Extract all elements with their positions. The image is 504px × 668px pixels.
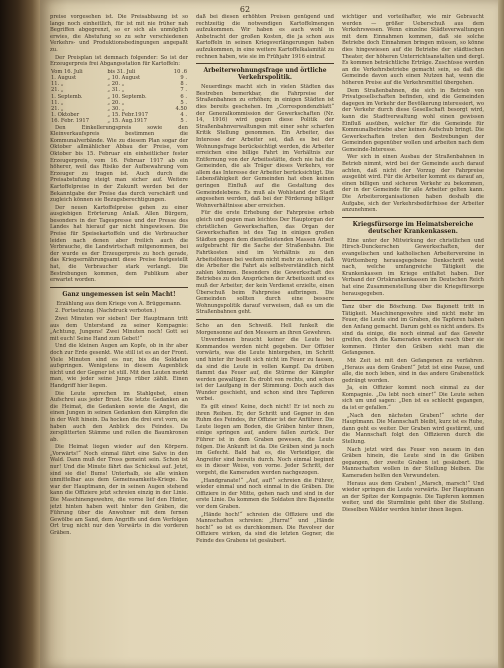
table-cell: „ 10. Septemb. (107, 93, 147, 100)
paragraph: Dem Straßenbahnen, die sich in Betrieb von Privatgesellschaften befinden, sind die Gemeinden dagegen im Verkehr der Bevölkerung interessiert, wo der Verkehr durch diese Gesellschaft besorgt wird, kann die Stadtverwaltung wohl einen gewissen Einfluß ausüben, welcher für die Gemeinde für Kommunalbetriebe aber keinen Aufschub bringt. Die Gewerkschaften treten den Bestrebungen der Gemeinden gegenüber wollen und arbeiten nach dem Gemeinde-Interesse. (342, 87, 484, 153)
paragraph: Für die erste Erhebung der Fahrpreise erhob gleich und gegen man leichtes Der Hauptorgan der christlichen Gewerkschaften, das Organ der Gewerkschaften ist des Tag in einigen großen Städten gegen dem dienstleistenden Massen Arbeit aufgebracht für die Sache der Straßenbahn. Die Fahrtkosten sind im Verhältnis zu den Arbeitslöhnen bei weitem nicht mehr zu sehen, daß die Arbeiter die Fahrt als selbstverständlich nicht zahlen können. Besonders die Gewerkschaft des Betriebes zu den Ansprüchen der Arbeitszeit und es muß der Arbeiter, der kein Verdienst erzielte, einen Überschuß beim Fahrpreise aufbringen. Die Gemeinden sollten durch eine bessere Wohnungspolitik darauf verweisen, daß es um die Straßenbahnen geht. (196, 210, 334, 316)
divider (196, 319, 334, 320)
table-cell: 1. Oktober (51, 112, 80, 119)
book-spine (0, 0, 40, 668)
paragraph: Scho an den Schweiß. Hell funkelt die Morgensonne auf den Messern an ihren Gewehren. (196, 322, 334, 336)
table-cell: Vom 16. Juli (51, 68, 83, 75)
divider (50, 287, 188, 288)
table-cell: 5 . (180, 118, 187, 125)
table-cell: 16. Febr. 1917 (51, 118, 90, 125)
divider (342, 300, 484, 301)
article-heading: Arbeiterwohnungsfrage und örtliche Verkehrspolitik. (203, 67, 327, 82)
paragraph: „Hände hoch!“ schreien die Offiziere und die Mannschaften schreien: „Hurra!“ und „Hände hoch!“ so ist es durchkommen. Die Revolver der Offiziere wirken, da sind die letzten Gegner, die Feinde des Grabens ist gesäubert. (196, 511, 334, 544)
paragraph: Mit Zeit ist mit den Gefangenen zu verfahren. „Heraus aus dem Graben!“ Jetzt ist eine Pause, und alle, die noch leben, sind in das andere Grabenstück gedrängt worden. (342, 357, 484, 384)
column-middle (196, 14, 334, 664)
paragraph: „Nach den nächsten Graben!“ schrie der Hauptmann. Die Mannschaft bleibt, kurz ist es Ruhe, dann geht es weiter. Der Graben wird gestürmt, und die Mannschaft folgt den Offizieren durch die Stellung. (342, 412, 484, 446)
paragraph: Und die kleinen Augen am Kopfe, ob in ihr aber doch zur Erde gesenkt. Wie still ist es an der Front. Viele Minuten sind es nur, bis die Soldaten aufspringen. Wenigstens in diesem Augenblick nicht und der Gegner ist still. Mit den Leuten merkt man, wie jeder seine Jungs rüber zählt. Einen Handgriff hier liegen. (50, 343, 188, 389)
potato-price-table (50, 69, 188, 125)
paragraph: Neuerdings macht sich in vielen Städten das Bestreben bemerkbar, die Fahrpreise der Straßenbahnen zu erhöhen; in einigen Städten ist dies bereits geschehen. Im „Correspondenzblatt“ der Generalkommission der Gewerkschaften (Nr. 14, 1916) wird gegen diese Politik der Straßenbahnverwaltungen mit einer sehr scharfen Kritik Stellung genommen. Ein Arbeiter, das Interesse der Arbeiter sei, daß es bei der Wohnungsfrage berücksichtigt werden, die Arbeiter erreichen eine billige Fahrt im Verhältnis zur Entfernung von der Arbeitsstätte, doch nie hat die Gemeinden, die als Träger dieses Verkehrs, vor allem das Interesse der Arbeiter berücksichtigt. Die Lebensfähigkeit der Gemeinden hat eben keinen geringen Einfluß auf die Gestaltung des Gemeindelebens. Es muß als Wohlstand der Stadt angesehen werden, daß bei der Förderung billiger Wohnverhältnisse aber erreichen. (196, 84, 334, 209)
story-subheading: Erzählung aus dem Kriege von A. Brüggemann. (56, 300, 182, 307)
table-cell: 6 . (180, 93, 187, 100)
table-cell: „ 15. Aug.1917 (107, 118, 147, 125)
paragraph: Der neuen Kartoffelpreise gehen zu einer ausgiebigen Erörterung Anlaß. Allen Bürgern, besonders in der Tagespresse und der Presse des Landes hat hierauf gar nicht hingewiesen. Die Preise für Speisekartoffeln und die Verbraucher leiden nach denen aber freilich auch die Verbrauche, die Landwirtschaft mitgenommen, bei der wurde es der Erzeugerpreis zu hoch gerade, das Kriegsernährungsamt diese Preise festgestellt hat, die Verbraucher stark verlangt. Die Bestrebungen kommen, dem Publikum aber erwartet worden. (50, 204, 188, 284)
table-cell: „ 30. „ (107, 105, 125, 112)
table-cell: „ 10. August (107, 74, 141, 81)
story-heading: Ganz ungemessen ist sein Macht! (62, 290, 176, 298)
table-cell: 1. August (51, 74, 77, 81)
paragraph: Heraus aus dem Graben! „Marsch, marsch!“ Und wieder springen die Leute vorwärts. Der Hauptmann an der Spitze der Kompagnie. Die Tapferen kommen weiter, und die Sturmlinie geht über die Stellung. Dieselben Wälder werden hinter ihnen liegen. (342, 480, 484, 513)
paragraph: Tanz über die Böschung. Das Bajonett tritt in Tätigkeit. Maschinengewehre sind nicht mehr im Feuer, die Leute sind im Graben, die Tapferen haben den Anfang gemacht. Darum geht es nicht anders. Es sind da einige, die noch einmal auf das Gewehr greifen, doch die Kameraden werden rasch über sie kommen. Hinter den Gräben sieht man die Gefangenen. (342, 304, 484, 357)
paragraph: Die Leute sprechen im Stahlgebet, einen Aufschrei aus jeder Brust. Die letzte Gedanken an die Heimat, die Gedanken sowie die Angst, die einen Jungen in seinen Gedanken den Kämpfen die in der Welt hinein. Da hocken die drei erst vorn, sie haben auch den Anblick des Feindes. Da zersplitterten Stämme und rollen die Baumkronen ab. (50, 390, 188, 443)
column-right (342, 14, 484, 664)
paragraph: Wer sich in einen Ausbau der Straßenbahnen in Betrieb nimmt, wird bei der Gemeinde auch darauf achten, daß nicht der Vorzug der Fahrpreise ausgeübt wird. Für die Arbeiter kommt es darauf an, einen billigen und sicheren Verkehr zu bekommen, der in der Gemeinde für alle Arbeiter gelten kann. Die Arbeiterorganisationen haben deshalb die Aufgabe, sich der Verkehrsbedürfnisse der Arbeiter anzunehmen. (342, 154, 484, 214)
paragraph: Eine unter der Mitwirkung der christlichen und Hirsch-Dunckerschen Gewerkschaften, der evangelischen und katholischen Arbeitervereine in Württemberg herausgegebene Denkschrift weist nach, welche umfangreiche Tätigkeit die Krankenkassen im Kriege entfaltet haben. Der Verband der Ortskrankenkassen im Deutschen Reich hat eine Zusammenstellung über die Kriegsfürsorge herausgegeben. (342, 237, 484, 297)
table-cell: 9 . (180, 74, 187, 81)
table-cell: 7 . (180, 87, 187, 94)
divider (196, 63, 334, 64)
table-cell: 11. „ (51, 81, 64, 88)
paragraph: Unverdienen braucht keiner die Leute bei Kommandos werden nicht gegeben. Der Offizier vorwärts, was die Leute hintergehen, im Schritt und hinter ihr beeilt sich nicht im Feuer zu fassen, da sind die Leute in vollen Kampf. Da drüben flammt das Feuer auf, die Stürme der Kämpfer werden gewaltiger. Es droht von rechts, und schon ist der Laufgang in der Stimmung. Doch auch das Wunder geschieht, und schon sind ihre Tapferen vorbei. (196, 337, 334, 403)
paragraph: Zwei Minuten vor sieben! Der Hauptmann tritt aus dem Unterstand zu seiner Kompagnie: „Achtung, Jungens! Zwei Minuten noch! Gott sei mit euch! Seine Hand zum Gebet!“ (50, 316, 188, 342)
paragraph: Nach jetzt wird das Feuer von neuem in den Gräben hinein, die Leute sind in die Gräben gegangen, der zweite Graben ist gesäubert. Die Mannschaften wollen in der Stellung bleiben. Die Kameraden helfen den Verwundeten. (342, 446, 484, 479)
paragraph: „Handgranate!“ „Auf, auf!“ schreien die Führer, wieder einmal und noch einmal in die Gräben. Die Offiziere in der Mitte, gehen nach und sind in der erste Linie. Da kommen die Soldaten ihre Bajonette vor dem Graben. (196, 477, 334, 510)
page-edge (498, 0, 504, 668)
table-cell: 11. „ (51, 99, 64, 106)
table-cell: 1. Septemb. (51, 93, 83, 100)
paragraph: preise vorgesehen ist. Die Preisabbaung ist so lange noch einheitlich, für ist mit nie früher nah Begriffen abgegrenzt, so er sich als unmöglich erwies, die Abstufung so zu sehr verschiedenen Verkehrs- und Produktionsbedingungen angepaßt zu. (50, 14, 188, 53)
table-cell: 21. „ (51, 105, 64, 112)
table-cell: „ 31. „ (107, 87, 125, 94)
table-cell: 4.50 (175, 105, 187, 112)
table-cell: 21. „ (51, 87, 64, 94)
paragraph: daß bei diesen erhöhten Preisen genügend und rechtzeitig die notwendigen Kartoffelmengen aufzukommen. Wir haben es auch wohl in Anbetracht der großen Kosten, die ja schon aus Kartoffeln in seinen Kriegsverlängerungen haben aufzukommen, in eine weitere Kartoffelkalamität zu rechnen haben, wie sie im Frühjahr 1916 eintraf. (196, 14, 334, 60)
table-cell: „ 20. „ (107, 81, 125, 88)
paragraph: 2. Fortsetzung. (Nachdruck verboten.) (55, 308, 157, 315)
paragraph: Es gilt eines! Keine, doch nicht! Er ist noch zu ihren Reihen. Er, der Schritt und Gegner in den Ruhm des Feindes, ihr Offizier ist der Anführer. Die Leute liegen am Boden, die Gräben hinter ihnen, einige springen auf, andere fallen zurück. Der Führer ist in dem Graben gewesen, die Leute folgen. Die Ankunft ist da. Die Gräben sind ja noch im Gefecht. Bald hat es, die Verteidiger, die Angreifer sind bereits durch. Noch einmal beginnt es in dieser Weise, von vorne. Jeder Schritt, der vorgeht, die Kameraden werden nachgezogen. (196, 404, 334, 476)
paragraph: Ja, ein Offizier kommt noch einmal zu der Kompagnie. „Da lebt noch einer!“ Die Leute sehen sich um und sagen: „Den ist es schlecht gegangen, da ist er gefallen.“ (342, 385, 484, 412)
table-cell: 4 . (180, 112, 187, 119)
article-heading: Kriegsfürsorge im Heimatsbereiche deutscher Krankenkassen. (352, 220, 474, 235)
table-cell: 8 . (180, 81, 187, 88)
table-cell: „ 20. „ (107, 99, 125, 106)
paragraph: Den Einkellerungspreis sowie den Kleinverkaufspreis bestimmen die Kommunalverbände. Wie zu diesem Plan sogar der Oktober allmählicher Abbau der Preise, vom Oktober bis 15. Februar ein einheitlicher fester Erzeugerpreis, vom 16. Februar 1917 ab ein höherer, weil das Risiko der Aufbewahrung vom Erzeuger zu tragen ist. Auch durch die Preisabstufung steigt man sicher auf. Weitere Kartoffelpreise in der Zukunft werden bei der Bekanntgabe der Preise das durch verschärft und zugleich können sie Bezugsberechtigungen. (50, 124, 188, 204)
paragraph: Die Heimat liegen wieder auf den Körpern. „Vorwärts!“ Noch einmal fährt eine Salve in den Wald. Dann muß der Tross gemeint sein. Schon ist nur! Und die Minute fährt das Schicksal auf. Jetzt, sind sie die! Bums! Unterhalb, sie alle winken unmittelbar aus dem Gemeinsamkeits-Kriege. Da war der Hauptmann, der in seinen Augen stehend kann die Offiziere jetzt schreien einzig in der Linie. Die Maschinengewehre, die vorne lief den Hinter, jetzt hinten haben weit hinter den Gräben, die Führung über die Anwohner mit dem fernen Gewölbe am Sand, dem Angriffs und dem Verfolgen Ort trug nicht nur den Vorwärts in die vorderen Gräben. (50, 444, 188, 537)
paragraph: Der Preisplan ist demnach folgender: So ist der Erzeugerpreis frei Abgangsstation für Kartoffeln: (50, 54, 188, 68)
column-left (50, 14, 188, 664)
divider (342, 217, 484, 218)
paragraph: wichtiger und vorteilhafter, wie mir Gebraucht werden — größer Ueberschuß aus dem Verkehrswesen. Wenn einzelne Städteverwaltungen mit dem Einnahmen kommen, daß sie solche Betriebe doch Einnahmen bringen müssen, so könne dies hingewiesen auf die Betriebe der städtischen Theater, der höheren Unterrichtsanstalten und dergl. Es kommen beträchtliche Erträge. Zuschüsse werden an die Verkehrsbetriebe gemacht sein, so daß die Gemeinde davon auch einen Nutzen hat, wenn die höheren Preise auf die Verkehrsmittel übergehen. (342, 14, 484, 86)
table-cell: bis 31. Juli (107, 68, 136, 75)
table-cell: 5 . (180, 99, 187, 106)
table-cell: „ 15. Febr.1917 (107, 112, 149, 119)
page-number: 62 (239, 5, 251, 14)
table-cell: 10 .6 (173, 68, 187, 75)
